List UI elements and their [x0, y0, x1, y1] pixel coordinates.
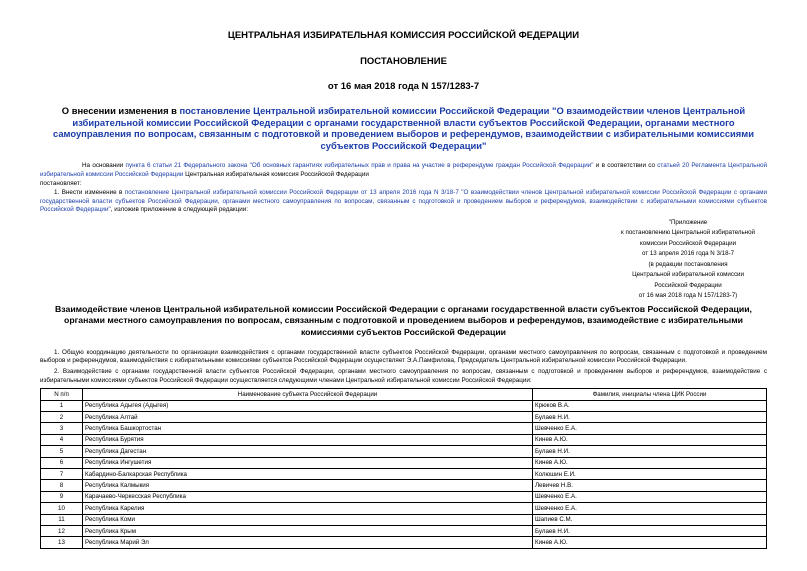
- appendix-line: от 13 апреля 2016 года N 3/18-7: [642, 250, 735, 258]
- table-row: [41, 423, 767, 434]
- title-link[interactable]: постановление Центральной избирательной комиссии Российской Федерации "О взаимодействии членов Центральной избирательной комиссии Российской Федерации с органами государственной власти субъектов Российской Федерации, органами местного самоуправления по вопросам, связанным с подготовкой и проведением выборов и референдумов, взаимодействии с избирательными комиссиями субъектов Российской Федерации": [53, 105, 754, 151]
- table-row: [41, 411, 767, 422]
- table-row: [41, 446, 767, 457]
- paragraph-1: 1. Общую координацию деятельности по организации взаимодействия с органами государственной власти субъектов Российской Федерации, органами местного самоуправления по вопросам, связанным с подготовкой и проведением выборов и референдумов, взаимодействия с избирательными комиссиями субъектов Российской Федерации осуществляет Э.А.Памфилова, Председатель Центральной избирательной комиссии Российской Федерации.: [40, 348, 767, 365]
- cell-number: 2: [41, 411, 83, 422]
- item-1: [40, 189, 767, 215]
- cell-member: Шапиев С.М.: [533, 514, 767, 525]
- table-row: [41, 537, 767, 548]
- cell-number: 3: [41, 423, 83, 434]
- cell-subject: Республика Дагестан: [83, 446, 533, 457]
- org-name: ЦЕНТРАЛЬНАЯ ИЗБИРАТЕЛЬНАЯ КОМИССИЯ РОССИЙСКОЙ ФЕДЕРАЦИИ: [227, 30, 580, 41]
- cell-number: 10: [41, 503, 83, 514]
- cell-member: Шевченко Е.А.: [533, 423, 767, 434]
- doc-type: ПОСТАНОВЛЕНИЕ: [360, 56, 447, 67]
- cell-number: 12: [41, 525, 83, 536]
- preamble-decides: постановляет:: [40, 179, 82, 187]
- cell-subject: Кабардино-Балкарская Республика: [83, 468, 533, 479]
- cell-subject: Республика Карелия: [83, 503, 533, 514]
- cell-member: Кинев А.Ю.: [533, 537, 767, 548]
- cell-subject: Республика Марий Эл: [83, 537, 533, 548]
- paragraph-2: 2. Взаимодействие с органами государственной власти субъектов Российской Федерации, органами местного самоуправления по вопросам, связанным с подготовкой и проведением выборов и референдумов, взаимодействие с избирательными комиссиями субъектов Российской Федерации осуществляется следующими членами Центральной избирательной комиссии Российской Федерации:: [40, 368, 767, 384]
- cell-member: Шевченко Е.А.: [533, 503, 767, 514]
- appendix-line: комиссии Российской Федерации: [640, 239, 737, 247]
- resolution-title: [40, 105, 767, 151]
- cell-member: Колюшин Е.И.: [533, 468, 767, 479]
- cell-subject: Республика Башкортостан: [83, 423, 533, 434]
- cell-subject: Республика Адыгея (Адыгея): [83, 400, 533, 411]
- cell-subject: Республика Калмыкия: [83, 480, 533, 491]
- preamble-text-2: и в соответствии со: [593, 162, 658, 170]
- cell-number: 7: [41, 468, 83, 479]
- preamble-text-3: Центральная избирательная комиссия Российской Федерации: [183, 170, 369, 178]
- cell-number: 4: [41, 434, 83, 445]
- preamble-reglament-link[interactable]: статьей 20 Регламента Центральной избирательной комиссии Российской Федерации: [40, 162, 768, 178]
- cell-number: 6: [41, 457, 83, 468]
- appendix-line: Центральной избирательной комиссии: [632, 271, 744, 279]
- table-row: [41, 480, 767, 491]
- table-row: [41, 525, 767, 536]
- cell-subject: Республика Бурятия: [83, 434, 533, 445]
- table-row: [41, 468, 767, 479]
- cell-number: 11: [41, 514, 83, 525]
- table-row: [41, 457, 767, 468]
- table-row: [41, 491, 767, 502]
- appendix-line: Российской Федерации: [654, 281, 722, 289]
- cell-member: Булаев Н.И.: [533, 411, 767, 422]
- item-1-link[interactable]: постановление Центральной избирательной комиссии Российской Федерации от 13 апреля 2016 года N 3/18-7 "О взаимодействии членов Центральной избирательной комиссии Российской Федерации с органами государственной власти субъектов Российской Федерации, органами местного самоуправления по вопросам, связанным с подготовкой и проведением выборов и референдумов, взаимодействии с избирательными комиссиями субъектов Российской Федерации": [40, 189, 767, 214]
- cell-subject: Республика Коми: [83, 514, 533, 525]
- item-1-text-1: 1. Внести изменение в: [54, 189, 125, 197]
- doc-date-number: от 16 мая 2018 года N 157/1283-7: [327, 81, 480, 92]
- cell-number: 9: [41, 491, 83, 502]
- table-row: [41, 434, 767, 445]
- table-row: [41, 400, 767, 411]
- table-row: [41, 514, 767, 525]
- appendix-line: к постановлению Центральной избирательной: [621, 229, 755, 237]
- cell-member: Левичев Н.В.: [533, 480, 767, 491]
- cell-subject: Республика Ингушетия: [83, 457, 533, 468]
- appendix-title: Взаимодействие членов Центральной избирательной комиссии Российской Федерации с органами государственной власти субъектов Российской Федерации, органами местного самоуправления по вопросам, связанным с подготовкой и проведением выборов и референдумов, взаимодействие с избирательными комиссиями субъектов Российской Федерации: [55, 303, 752, 337]
- preamble: [40, 162, 767, 188]
- cell-member: Шевченко Е.А.: [533, 491, 767, 502]
- col-header-subject: Наименование субъекта Российской Федерации: [83, 389, 533, 400]
- cell-member: Крюков В.А.: [533, 400, 767, 411]
- appendix-line: от 16 мая 2018 года N 157/1283-7): [638, 292, 738, 300]
- col-header-member: Фамилия, инициалы члена ЦИК России: [533, 389, 767, 400]
- cell-member: Кинев А.Ю.: [533, 457, 767, 468]
- cell-member: Булаев Н.И.: [533, 525, 767, 536]
- cell-number: 5: [41, 446, 83, 457]
- cell-subject: Республика Алтай: [83, 411, 533, 422]
- table-row: [41, 503, 767, 514]
- appendix-line: (в редакции постановления: [648, 260, 728, 268]
- preamble-law-link[interactable]: пункта 6 статьи 21 Федерального закона "Об основных гарантиях избирательных прав и права на участие в референдуме граждан Российской Федерации": [125, 162, 594, 170]
- cell-subject: Республика Крым: [83, 525, 533, 536]
- title-prefix: О внесении изменения в: [61, 105, 180, 116]
- col-header-number: N п/п: [41, 389, 83, 400]
- appendix-line: "Приложение: [668, 218, 708, 226]
- cell-number: 8: [41, 480, 83, 491]
- cell-subject: Карачаево-Черкесская Республика: [83, 491, 533, 502]
- cell-number: 1: [41, 400, 83, 411]
- preamble-text-1: На основании: [82, 162, 126, 170]
- table-header-row: [41, 389, 767, 400]
- cell-number: 13: [41, 537, 83, 548]
- appendix-block: [40, 218, 767, 302]
- item-1-text-2: , изложив приложение в следующей редакции:: [110, 206, 249, 214]
- members-table: [40, 388, 767, 548]
- cell-member: Булаев Н.И.: [533, 446, 767, 457]
- cell-member: Кинев А.Ю.: [533, 434, 767, 445]
